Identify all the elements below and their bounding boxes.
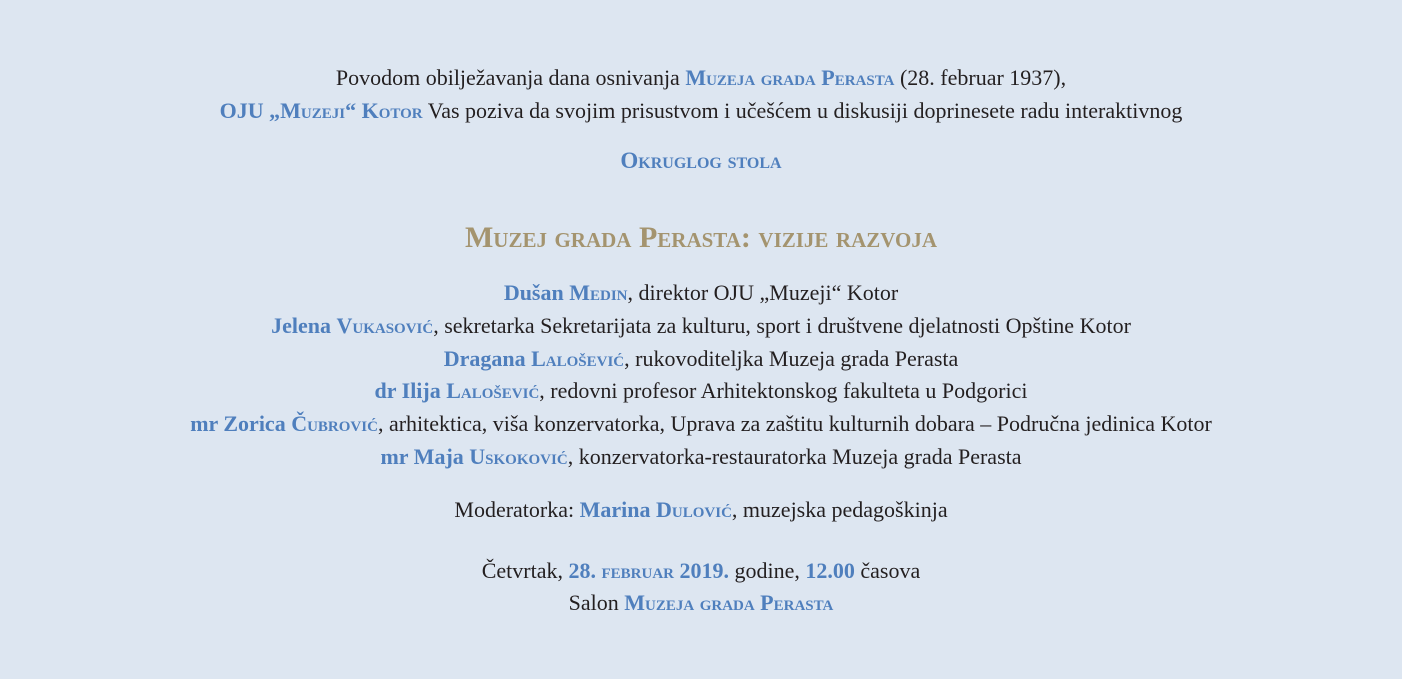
intro-text-2: Vas poziva da svojim prisustvom i učešćem u diskusiji doprinesete radu interaktivnog	[422, 98, 1183, 123]
speaker-row	[0, 344, 1402, 374]
speaker-last-name: Uskoković	[469, 444, 568, 469]
speaker-last-name: Lalošević	[446, 378, 540, 403]
speaker-first-name: Dragana	[443, 346, 532, 371]
organization-prefix: OJU „	[219, 98, 281, 123]
title-text: Muzej grada Perasta: vizije razvoja	[464, 221, 938, 254]
event-day-number: 28.	[568, 558, 602, 583]
speaker-role: , arhitektica, viša konzervatorka, Uprava za zaštitu kulturnih dobara – Područna jedinica Kotor	[377, 411, 1212, 436]
speaker-row	[0, 376, 1402, 406]
speaker-first-name: dr Ilija	[374, 378, 447, 403]
event-month: februar	[601, 558, 675, 583]
event-casova: časova	[854, 558, 921, 583]
speaker-last-name: Medin	[569, 280, 628, 305]
moderator-role: , muzejska pedagoškinja	[731, 497, 948, 522]
speaker-role: , direktor OJU „Muzeji“ Kotor	[627, 280, 899, 305]
speaker-row	[0, 409, 1402, 439]
speaker-row	[0, 311, 1402, 341]
speaker-last-name: Vukasović	[336, 313, 434, 338]
speaker-row	[0, 278, 1402, 308]
speaker-row	[0, 442, 1402, 472]
event-year: 2019.	[674, 558, 730, 583]
round-table-heading: Okruglog stola	[620, 148, 782, 173]
speaker-first-name: mr Zorica	[190, 411, 292, 436]
speaker-last-name: Čubrović	[291, 411, 378, 436]
speaker-first-name: Dušan	[503, 280, 570, 305]
event-heading	[0, 146, 1402, 176]
organization-name: Muzeji“ Kotor	[280, 98, 423, 123]
speaker-role: , konzervatorka-restauratorka Muzeja grada Perasta	[567, 444, 1022, 469]
moderator-first-name: Marina	[579, 497, 657, 522]
venue-label: Salon	[568, 590, 625, 615]
intro-date: (28. februar 1937),	[894, 65, 1067, 90]
speaker-last-name: Lalošević	[531, 346, 625, 371]
speaker-role: , sekretarka Sekretarijata za kulturu, sport i društvene djelatnosti Opštine Kotor	[433, 313, 1131, 338]
venue-name: Muzeja grada Perasta	[624, 590, 834, 615]
moderator-row	[0, 495, 1402, 525]
moderator-last-name: Dulović	[656, 497, 732, 522]
speaker-first-name: mr Maja	[380, 444, 470, 469]
intro-line-2	[0, 96, 1402, 126]
event-godine: godine,	[729, 558, 806, 583]
intro-text: Povodom obilježavanja dana osnivanja	[335, 65, 686, 90]
intro-line-1	[0, 63, 1402, 93]
event-title	[0, 220, 1402, 256]
event-day: Četvrtak,	[481, 558, 569, 583]
event-date-row	[0, 556, 1402, 586]
event-time: 12.00	[805, 558, 855, 583]
speaker-role: , redovni profesor Arhitektonskog fakulteta u Podgorici	[539, 378, 1028, 403]
speaker-first-name: Jelena	[271, 313, 337, 338]
museum-name: Muzeja grada Perasta	[685, 65, 895, 90]
speaker-role: , rukovoditeljka Muzeja grada Perasta	[624, 346, 959, 371]
event-venue-row	[0, 588, 1402, 618]
moderator-label: Moderatorka:	[454, 497, 580, 522]
